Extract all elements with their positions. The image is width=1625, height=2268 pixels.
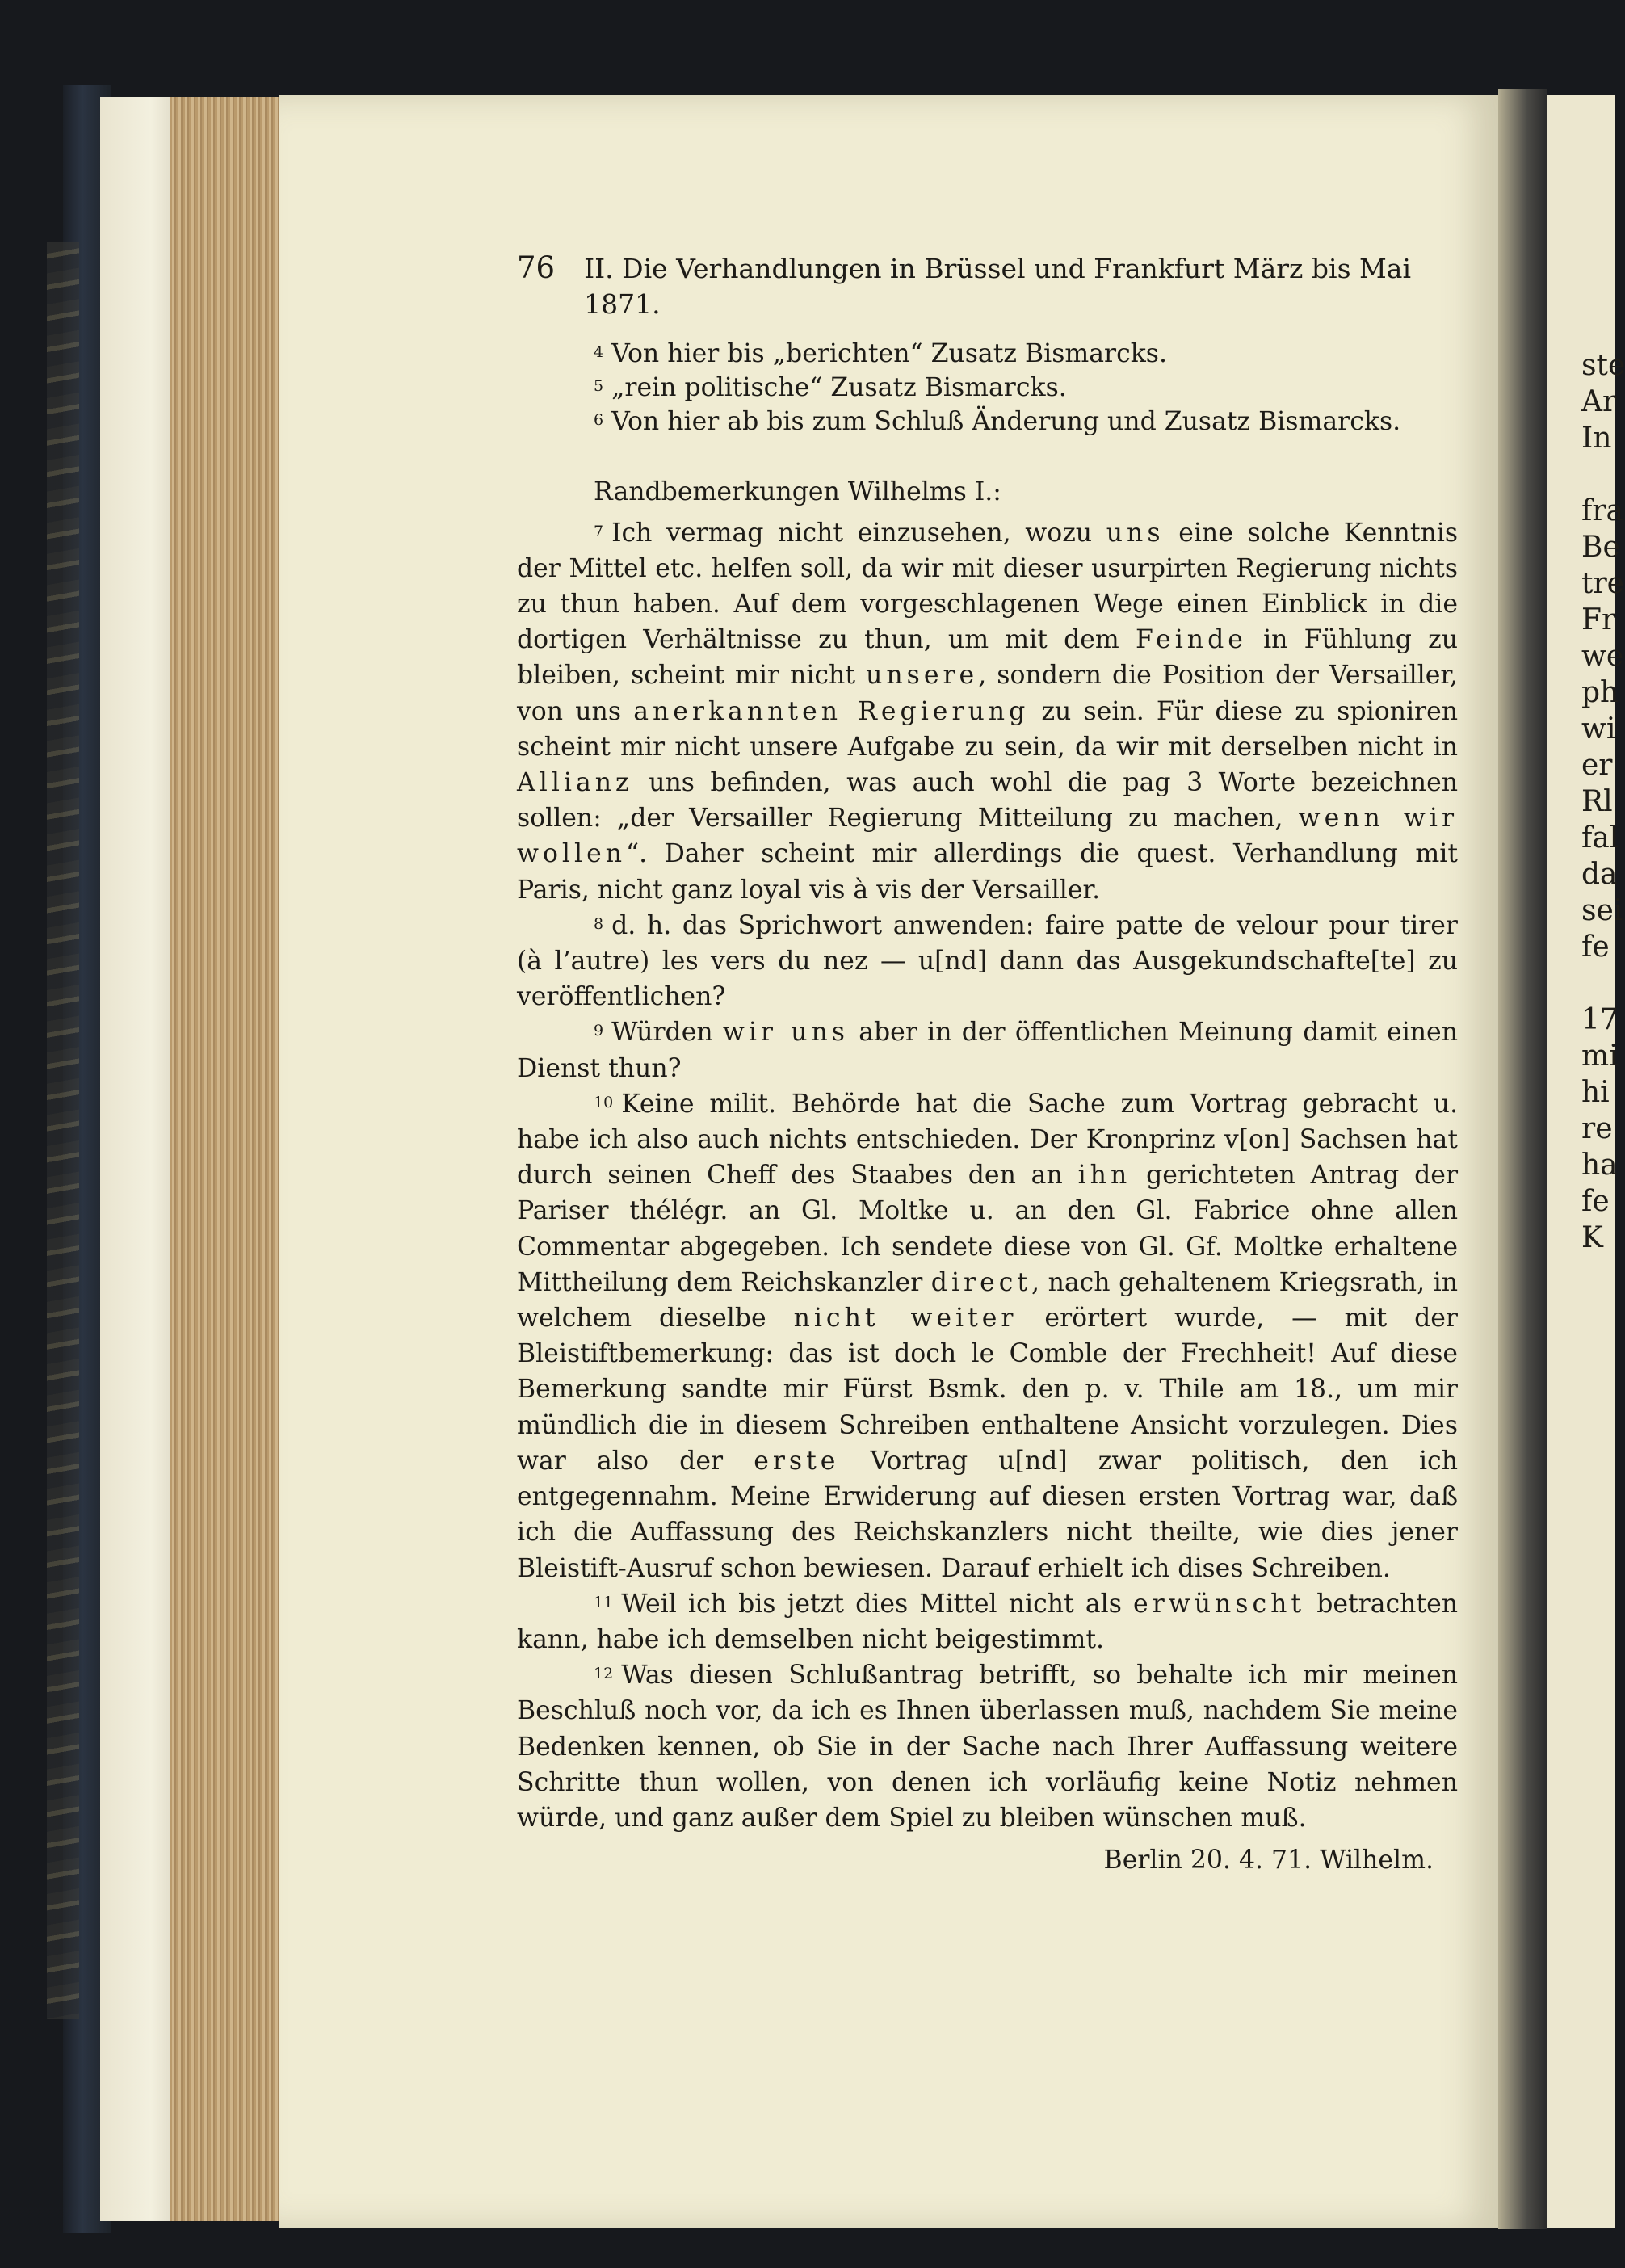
book-gutter [1498, 89, 1547, 2229]
note-7: $^7$ Ich vermag nicht einzusehen, wozu uns eine solche Kenntnis der Mittel etc. helfen soll, da wir mit dieser usurpirten Regierung nichts zu thun haben. Auf dem vorgeschlagenen Wege einen Einblick in die dortigen Verhältnisse zu thun, um mit dem Feinde in Fühlung zu bleiben, scheint mir nicht unsere, sondern die Position der Versailler, von uns anerkannten Regierung zu sein. Für diese zu spioniren scheint mir nicht unsere Aufgabe zu sein, da wir mit derselben nicht in Allianz uns befinden, was auch wohl die pag 3 Worte bezeichnen sollen: „der Versailler Regierung Mitteilung zu machen, wenn wir wollen“. Daher scheint mir allerdings die quest. Verhandlung mit Paris, nicht ganz loyal vis à vis der Versailler. [517, 518, 1459, 905]
page-content [517, 250, 1458, 1904]
footnote-4: $^4$ Von hier bis „berichten“ Zusatz Bismarcks. [594, 339, 1167, 369]
section-title: Randbemerkungen Wilhelms I.: [594, 477, 1001, 507]
note-11: $^{11}$ Weil ich bis jetzt dies Mittel nicht als erwünscht betrachten kann, habe ich demselben nicht beigestimmt. [517, 1589, 1459, 1654]
page-number: 76 [517, 250, 556, 285]
running-title: II. Die Verhandlungen in Brüssel und Frankfurt März bis Mai 1871. [584, 253, 1412, 321]
note-9: $^9$ Würden wir uns aber in der öffentlichen Meinung damit einen Dienst thun? [517, 1018, 1458, 1083]
note-10: $^{10}$ Keine milit. Behörde hat die Sache zum Vortrag gebracht u. habe ich also auch nichts entschieden. Der Kronprinz v[on] Sachsen hat durch seinen Cheff des Staabes den an ihn gerichteten Antrag der Pariser thélégr. an Gl. Moltke u. an den Gl. Fabrice ohne allen Commentar abgegeben. Ich sendete diese von Gl. Gf. Moltke erhaltene Mittheilung dem Reichskanzler direct, nach gehaltenem Kriegsrath, in welchem dieselbe nicht weiter erörtert wurde, — mit der Bleistiftbemerkung: das ist doch le Comble der Frechheit! Auf diese Bemerkung sandte mir Fürst Bsmk. den p. v. Thile am 18., um mir mündlich die in diesem Schreiben enthaltene Ansicht vorzulegen. Dies war also der erste Vortrag u[nd] zwar politisch, den ich entgegennahm. Meine Erwiderung auf diesen ersten Vortrag war, daß ich die Auffassung des Reichskanzlers nicht theilte, wie dies jener Bleistift-Ausruf schon bewiesen. Darauf erhielt ich dises Schreiben. [517, 1089, 1459, 1583]
running-header [517, 250, 1458, 322]
footnote-6: $^6$ Von hier ab bis zum Schluß Änderung und Zusatz Bismarcks. [594, 407, 1401, 437]
note-12: $^{12}$ Was diesen Schlußantrag betrifft, so behalte ich mir meinen Beschluß noch vor, da ich es Ihnen überlassen muß, nachdem Sie meine Bedenken kennen, ob Sie in der Sache nach Ihrer Auffassung weitere Schritte thun wollen, von denen ich vorläufig keine Notiz nehmen würde, und ganz außer dem Spiel zu bleiben wünschen muß. [517, 1661, 1458, 1833]
note-8: $^8$ d. h. das Sprichwort anwenden: faire patte de velour pour tirer (à l’autre) les vers du nez — u[nd] dann das Ausgekundschafte[te] zu veröffentlichen? [517, 910, 1458, 1012]
marbled-endpaper [47, 242, 79, 2019]
footnote-5: $^5$ „rein politische“ Zusatz Bismarcks. [594, 373, 1067, 403]
adjacent-page-text: ste Ar In fra Be tre Fr we ph wi er Rl fal da sei fe 17 mi hi re ha fe K [1581, 349, 1625, 1254]
page-block-edges [170, 97, 279, 2221]
signature: Berlin 20. 4. 71. Wilhelm. [1103, 1846, 1434, 1875]
